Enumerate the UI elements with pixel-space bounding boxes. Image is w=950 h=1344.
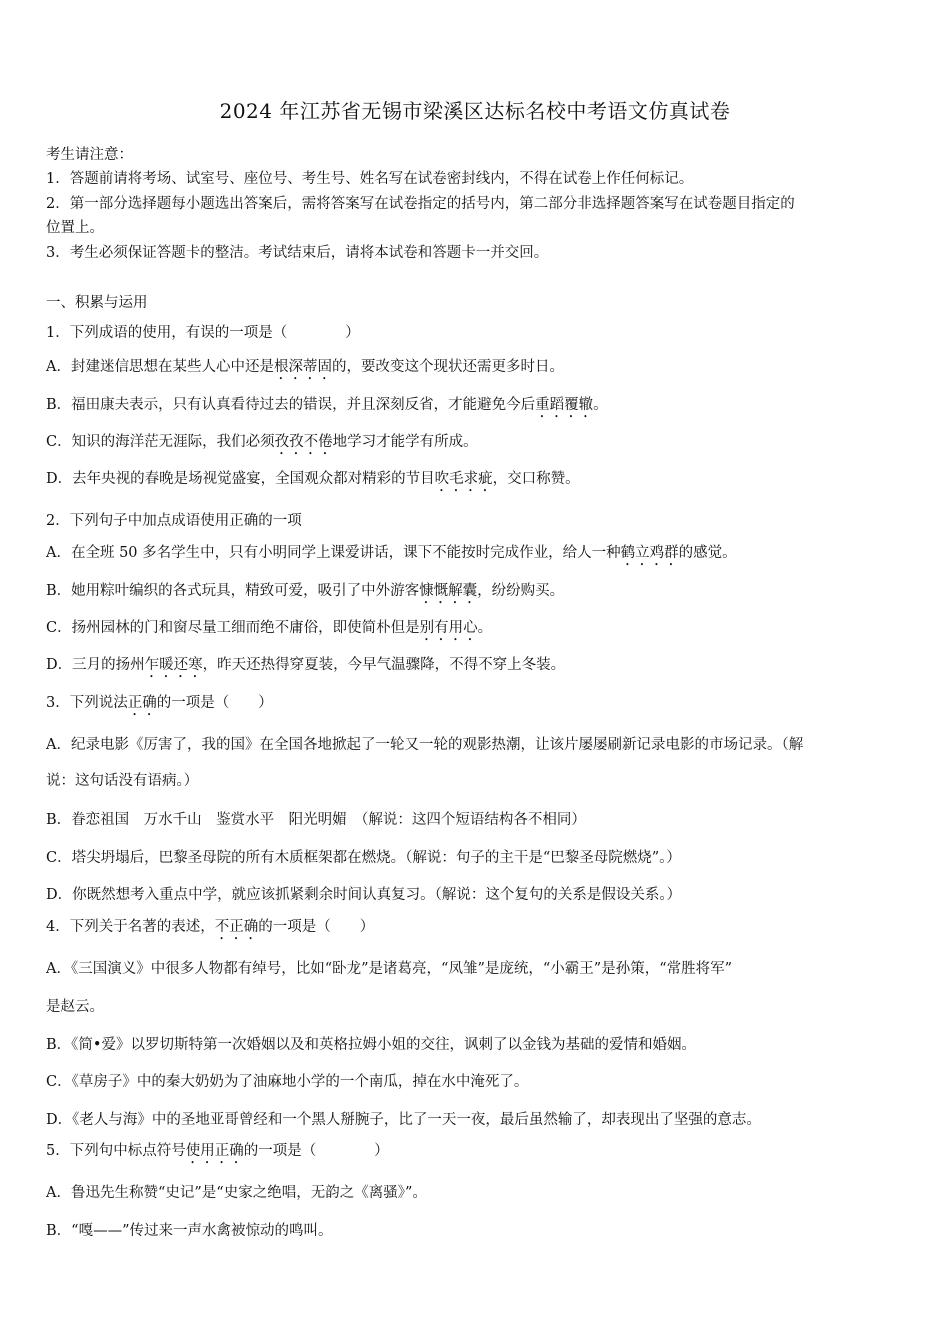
- q2-c-text-end: 。: [477, 620, 493, 636]
- q4-stem-text-end: 的一项是（ ）: [258, 919, 375, 935]
- page-title: 2024 年江苏省无锡市梁溪区达标名校中考语文仿真试卷: [219, 99, 731, 123]
- q3-option-b: B．眷恋祖国 万水千山 鉴赏水平 阳光明媚 （解说：这四个短语结构各不相同）: [46, 812, 586, 828]
- q1-option-c: [46, 431, 916, 458]
- q4-option-d: D．《老人与海》中的圣地亚哥曾经和一个黑人掰腕子，比了一天一夜，最后虽然输了，却表现出了坚强的意志。: [46, 1112, 761, 1128]
- q1-a-text: A．封建迷信思想在某些人心中还是: [46, 359, 274, 375]
- q5-stem-emphasis: 使用正确: [185, 1143, 244, 1159]
- q4-option-b: B．《简•爱》以罗切斯特第一次婚姻以及和英格拉姆小姐的交往，讽刺了以金钱为基础的爱情和婚姻。: [46, 1037, 696, 1053]
- q2-option-a: [46, 542, 916, 569]
- q1-option-b: [46, 394, 916, 421]
- q1-c-idiom: 孜孜不倦: [274, 434, 333, 450]
- q5-stem-text-end: 的一项是（ ）: [243, 1143, 389, 1159]
- q3-stem-text-end: 的一项是（ ）: [156, 695, 273, 711]
- q1-option-d: [46, 468, 916, 495]
- q2-stem: 2．下列句子中加点成语使用正确的一项: [46, 513, 302, 529]
- q1-b-text-end: 。: [593, 397, 608, 413]
- q2-b-idiom: 慷慨解囊: [419, 583, 478, 599]
- q4-option-c: C．《草房子》中的秦大奶奶为了油麻地小学的一个南瓜，掉在水中淹死了。: [46, 1074, 529, 1090]
- q3-option-a-cont: 说：这句话没有语病。）: [46, 773, 199, 789]
- q2-d-text: D．三月的扬州: [46, 657, 145, 673]
- notice-item-3: 3．考生必须保证答题卡的整洁。考试结束后，请将本试卷和答题卡一并交回。: [46, 245, 549, 261]
- q2-a-idiom: 鹤立鸡群: [620, 545, 679, 561]
- q2-c-idiom: 别有用心: [419, 620, 478, 636]
- notice-item-2: 2．第一部分选择题每小题选出答案后，需将答案写在试卷指定的括号内，第二部分非选择题答案写在试卷题目指定的: [46, 196, 795, 212]
- q1-d-text-end: ，交口称赞。: [492, 471, 580, 487]
- q2-a-text-end: 的感觉。: [678, 545, 737, 561]
- q4-option-a: A．《三国演义》中很多人物都有绰号，比如“卧龙”是诸葛亮，“凤雏”是庞统，“小霸王”是孙策，“常胜将军”: [46, 961, 733, 977]
- q3-option-a: A．纪录电影《厉害了，我的国》在全国各地掀起了一轮又一轮的观影热潮，让该片屡屡刷新记录电影的市场记录。（解: [46, 737, 804, 753]
- q3-option-c: C．塔尖坍塌后，巴黎圣母院的所有木质框架都在燃烧。（解说：句子的主干是“巴黎圣母院燃烧”。）: [46, 850, 681, 866]
- q2-c-text: C．扬州园林的门和窗尽量工细而绝不庸俗，即使简朴但是: [46, 620, 420, 636]
- q1-b-text: B．福田康夫表示，只有认真看待过去的错误，并且深刻反省，才能避免今后: [46, 397, 536, 413]
- notice-heading: 考生请注意：: [46, 147, 133, 163]
- q2-d-text-end: ，昨天还热得穿夏装，今早气温骤降，不得不穿上冬装。: [202, 657, 566, 673]
- q2-d-idiom: 乍暖还寒: [144, 657, 203, 673]
- section-heading: 一、积累与运用: [46, 295, 148, 311]
- q1-d-text: D．去年央视的春晚是场视觉盛宴，全国观众都对精彩的节目: [46, 471, 435, 487]
- q4-stem: [46, 916, 916, 943]
- q1-a-idiom: 根深蒂固: [273, 359, 332, 375]
- q2-option-b: [46, 580, 916, 607]
- q2-b-text: B．她用粽叶编织的各式玩具，精致可爱，吸引了中外游客: [46, 583, 420, 599]
- q4-stem-emphasis: 不正确: [214, 919, 259, 935]
- q1-b-idiom: 重蹈覆辙: [535, 397, 594, 413]
- q1-c-text-end: 地学习才能学有所成。: [332, 434, 478, 450]
- q2-option-c: [46, 617, 916, 644]
- q5-option-b: B．“嘎——”传过来一声水禽被惊动的鸣叫。: [46, 1223, 333, 1239]
- q1-a-text-end: 的，要改变这个现状还需更多时日。: [331, 359, 564, 375]
- q2-option-d: [46, 654, 916, 681]
- notice-item-1: 1．答题前请将考场、试室号、座位号、考生号、姓名写在试卷密封线内，不得在试卷上作任何标记。: [46, 171, 694, 187]
- q4-option-a-cont: 是赵云。: [46, 999, 104, 1015]
- q3-stem-emphasis: 正确: [127, 695, 157, 711]
- q1-option-a: [46, 356, 916, 383]
- q4-stem-text: 4．下列关于名著的表述，: [46, 919, 215, 935]
- q1-d-idiom: 吹毛求疵: [434, 471, 493, 487]
- q3-stem: [46, 692, 916, 719]
- q1-stem: 1．下列成语的使用，有误的一项是（ ）: [46, 325, 360, 341]
- q3-option-d: D．你既然想考入重点中学，就应该抓紧剩余时间认真复习。（解说：这个复句的关系是假设关系。）: [46, 887, 682, 903]
- q5-option-a: A．鲁迅先生称赞“史记”是“史家之绝唱，无韵之《离骚》”。: [46, 1185, 427, 1201]
- q2-a-text: A．在全班 50 多名学生中，只有小明同学上课爱讲话，课下不能按时完成作业，给人一种: [46, 545, 621, 561]
- q3-stem-text: 3．下列说法: [46, 695, 128, 711]
- q2-b-text-end: ，纷纷购买。: [477, 583, 565, 599]
- q5-stem: [46, 1140, 916, 1167]
- q5-stem-text: 5．下列句中标点符号: [46, 1143, 186, 1159]
- notice-item-2-cont: 位置上。: [46, 220, 104, 236]
- q1-c-text: C．知识的海洋茫无涯际，我们必须: [46, 434, 275, 450]
